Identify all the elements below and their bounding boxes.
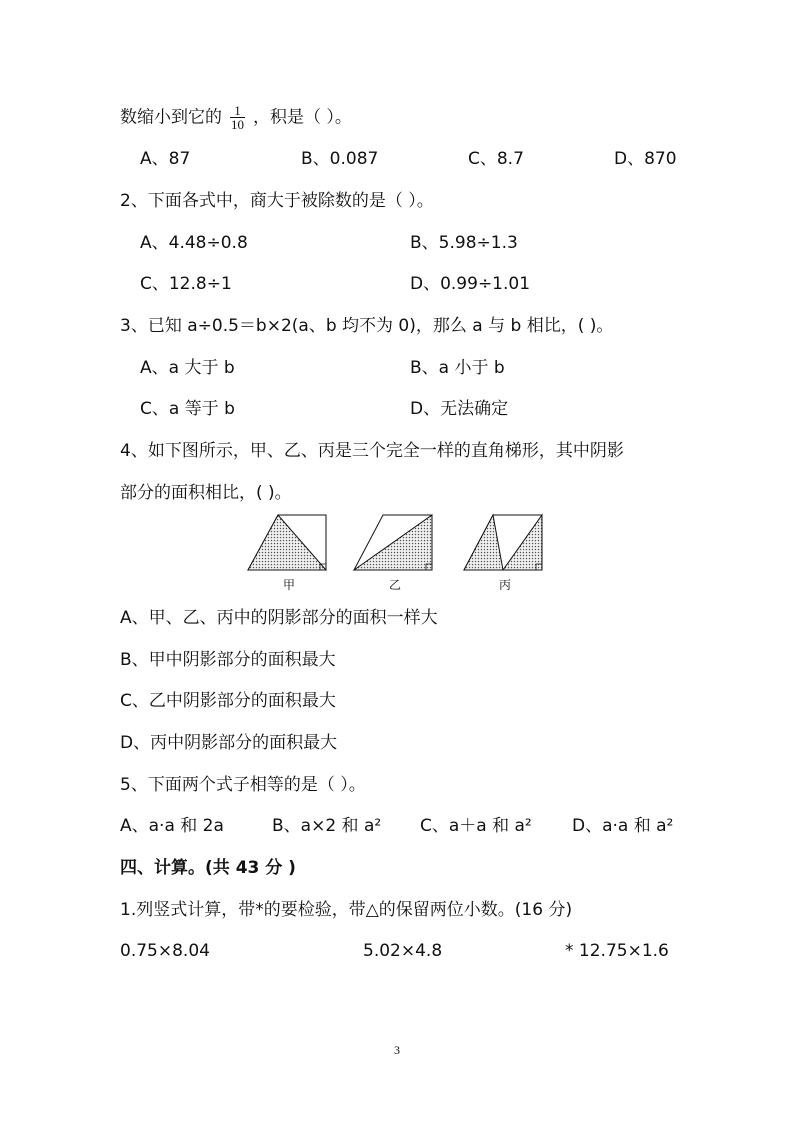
calc-expr-3: * 12.75×1.6 (565, 941, 669, 961)
q4-stem-line1: 4、如下图所示，甲、乙、丙是三个完全一样的直角梯形，其中阴影 (120, 441, 624, 461)
q1-option-c: C、8.7 (468, 149, 524, 169)
q4-option-d: D、丙中阴影部分的面积最大 (120, 733, 338, 753)
calc-expr-2: 5.02×4.8 (363, 941, 443, 961)
trapezoid-jia (248, 515, 326, 570)
q4-option-b: B、甲中阴影部分的面积最大 (120, 650, 336, 670)
q1-option-d: D、870 (614, 149, 677, 169)
section-title: 四、计算。(共 43 分 ) (120, 858, 296, 878)
q2-option-d: D、0.99÷1.01 (410, 274, 531, 294)
trapezoid-bing (464, 515, 542, 570)
calc-item-1: 1.列竖式计算，带*的要检验，带△的保留两位小数。(16 分) (120, 900, 573, 920)
label-jia: 甲 (283, 578, 296, 592)
q5-option-d: D、a·a 和 a² (572, 816, 674, 836)
page-number: 3 (394, 1043, 400, 1057)
trapezoid-bing-shaded-right (503, 515, 542, 570)
trapezoid-figures (246, 512, 550, 596)
calc-expr-1: 0.75×8.04 (120, 941, 210, 961)
q5-option-b: B、a×2 和 a² (272, 816, 382, 836)
q1-text-before: 数缩小到它的 (120, 107, 222, 128)
q3-stem: 3、已知 a÷0.5＝b×2(a、b 均不为 0)，那么 a 与 b 相比，( )。 (120, 316, 614, 336)
q4-option-a: A、甲、乙、丙中的阴影部分的面积一样大 (120, 608, 438, 628)
q1-option-b: B、0.087 (301, 149, 379, 169)
q5-stem: 5、下面两个式子相等的是（ ）。 (120, 775, 366, 795)
q5-option-a: A、a·a 和 2a (120, 816, 224, 836)
label-yi: 乙 (389, 578, 402, 592)
q3-option-c: C、a 等于 b (140, 399, 235, 419)
q1-text-after: ，积是（ ）。 (253, 107, 352, 128)
trapezoid-yi-shaded (354, 515, 432, 570)
q2-option-a: A、4.48÷0.8 (140, 233, 248, 253)
trapezoid-bing-shaded-left (464, 515, 503, 570)
trapezoid-yi (354, 515, 432, 570)
trapezoid-jia-shaded (248, 515, 326, 570)
q4-option-c: C、乙中阴影部分的面积最大 (120, 691, 336, 711)
q3-option-b: B、a 小于 b (410, 358, 505, 378)
fraction-one-tenth (230, 104, 245, 131)
q3-option-d: D、无法确定 (410, 399, 509, 419)
q1-stem-tail (120, 104, 352, 131)
q4-stem-line2: 部分的面积相比，( )。 (120, 483, 292, 503)
fraction-numerator: 1 (230, 104, 245, 118)
label-bing: 丙 (499, 578, 512, 592)
q2-option-c: C、12.8÷1 (140, 274, 232, 294)
q5-option-c: C、a＋a 和 a² (420, 816, 532, 836)
q1-option-a: A、87 (140, 149, 191, 169)
fraction-denominator: 10 (231, 117, 244, 132)
q2-option-b: B、5.98÷1.3 (410, 233, 518, 253)
q3-option-a: A、a 大于 b (140, 358, 235, 378)
q2-stem: 2、下面各式中，商大于被除数的是（ ）。 (120, 191, 434, 211)
